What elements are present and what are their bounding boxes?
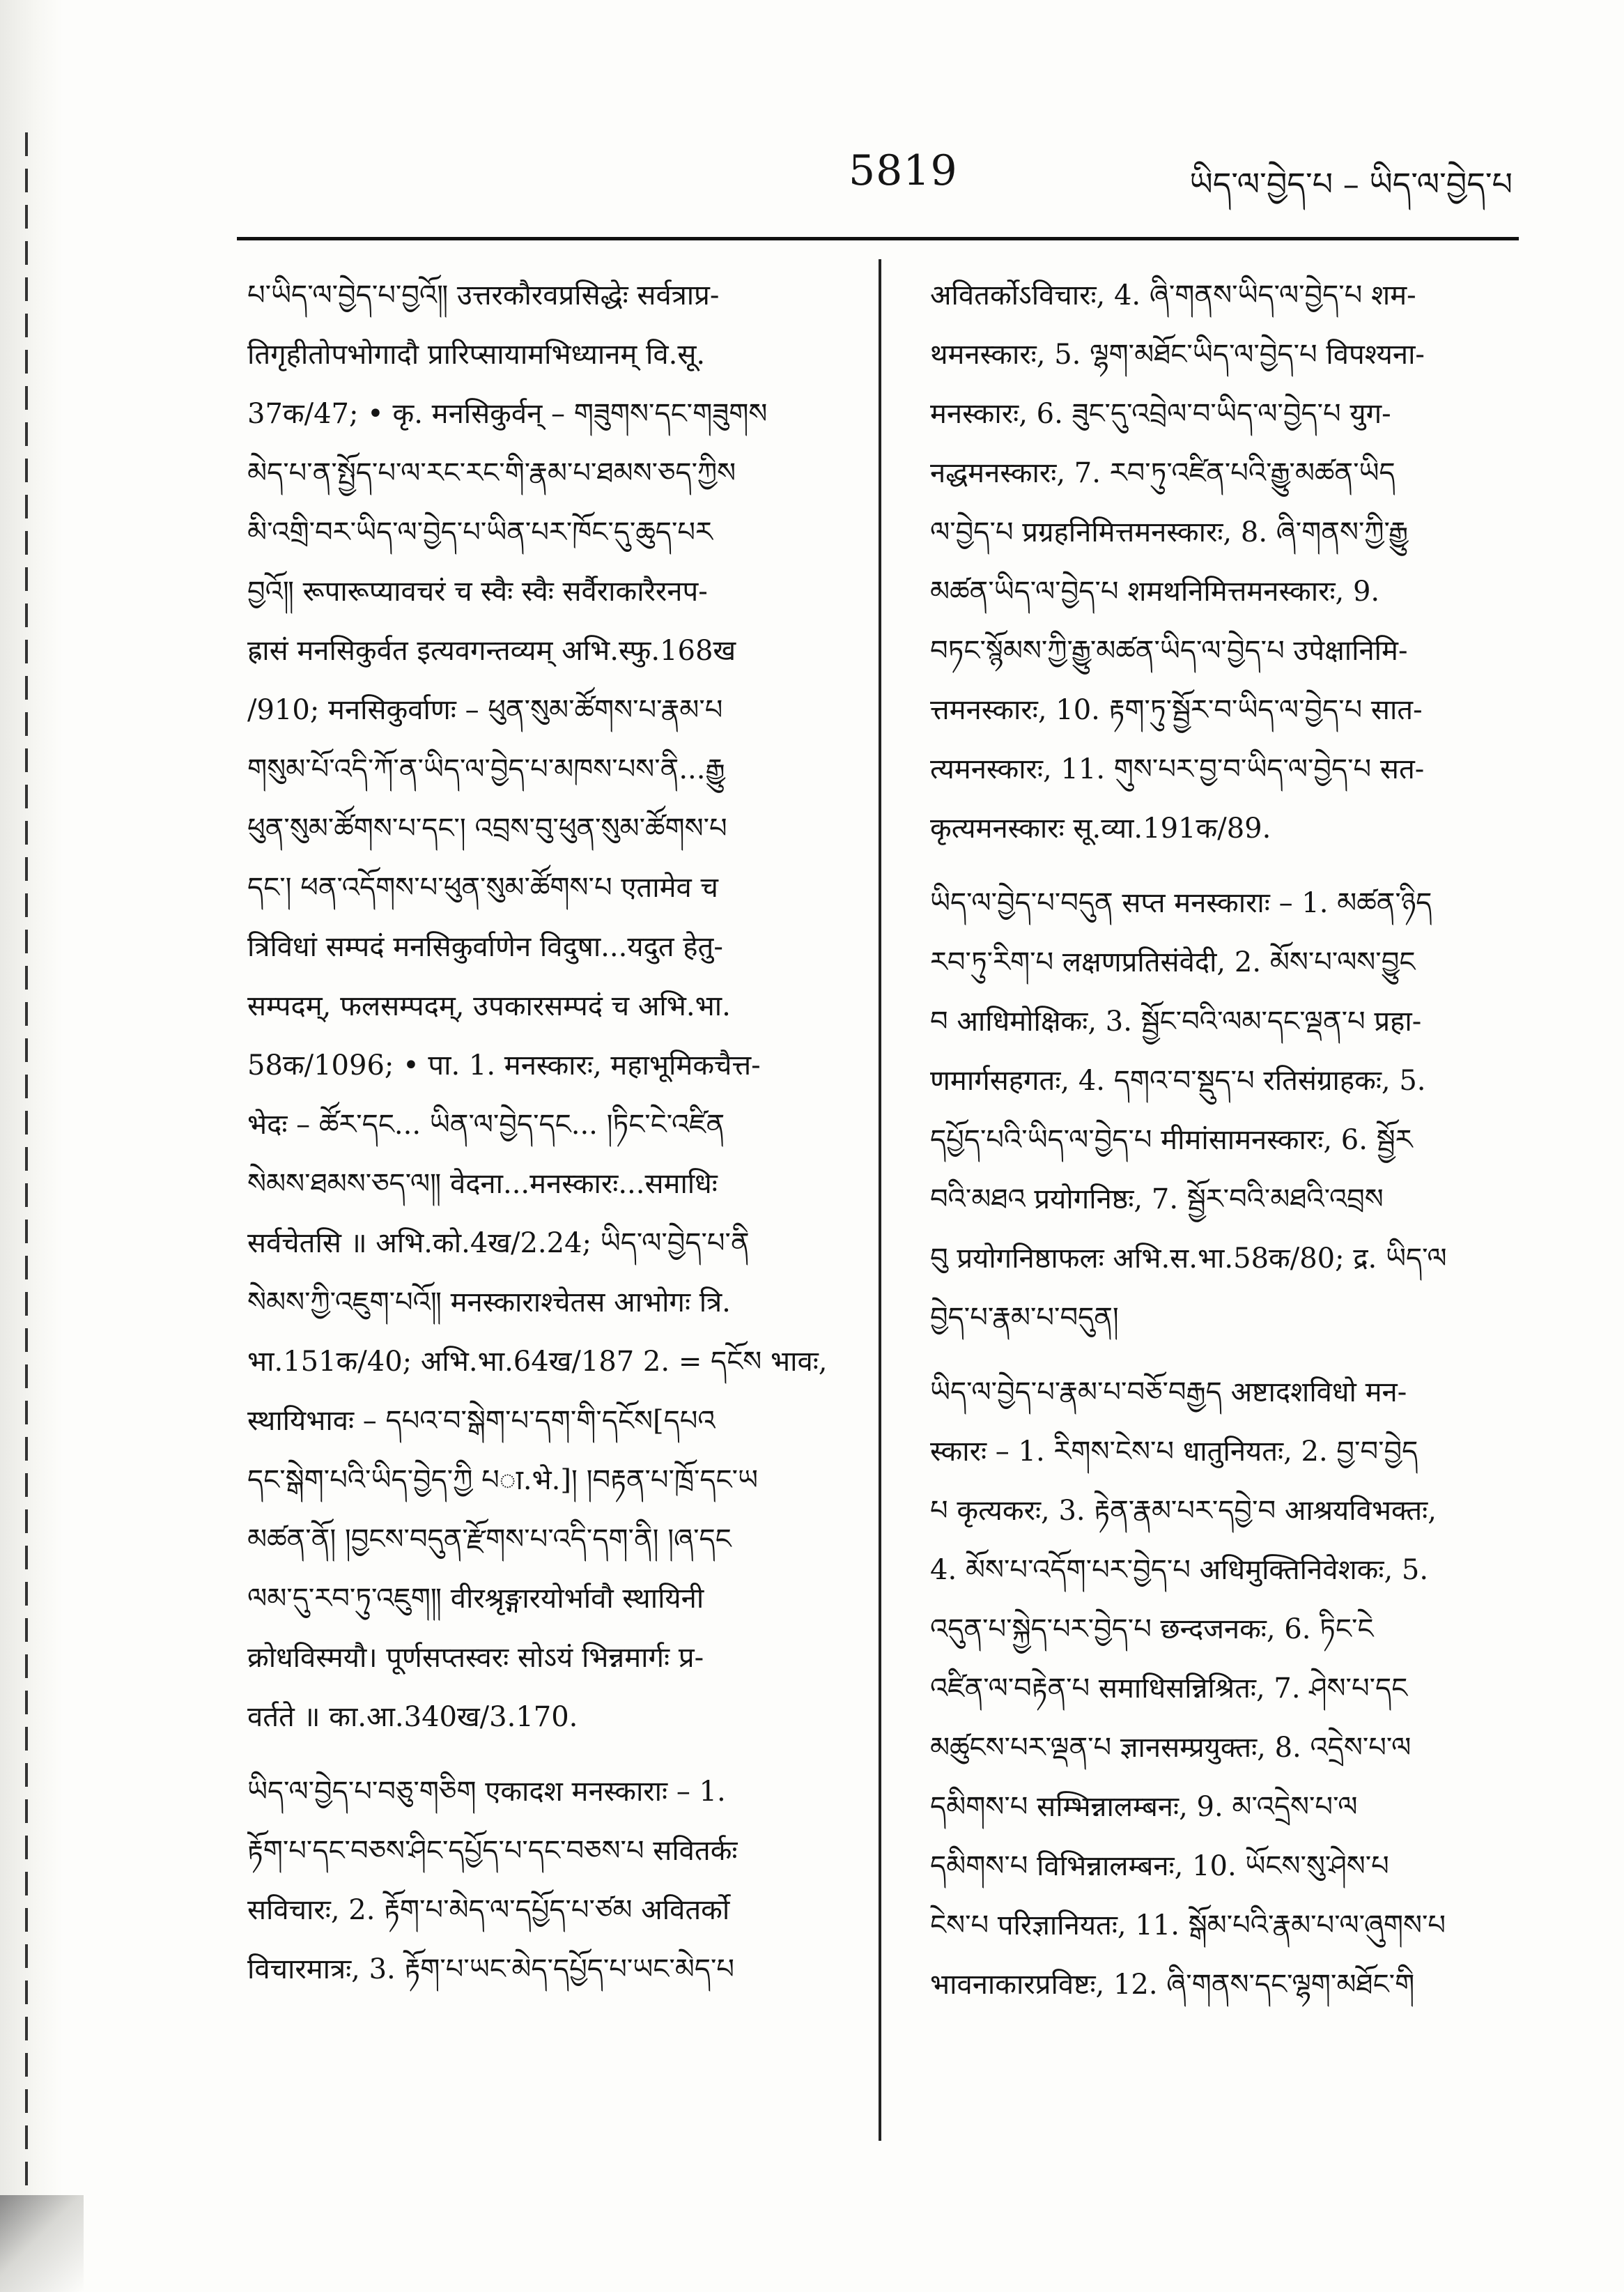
text-line: བཏང་སྙོམས་ཀྱི་རྒྱུ་མཚན་ཡིད་ལ་བྱེད་པ उपेक्षानिमि- <box>930 635 1408 667</box>
paragraph-gap <box>247 1747 860 1762</box>
text-line: /910; मनसिकुर्वाणः – ཕུན་སུམ་ཚོགས་པ་རྣམ་པ <box>247 694 723 726</box>
text-line: དཔྱོད་པའི་ཡིད་ལ་བྱེད་པ मीमांसामनस्कारः, 6. སྦྱོར <box>930 1124 1413 1156</box>
text-line: सम्पदम्, फलसम्पदम्, उपकारसम्पदं च अभि.भा. <box>247 990 731 1022</box>
text-line: བྱའོ༎ रूपारूप्यावचरं च स्वैः स्वैः सर्वैराकारैरनप- <box>247 576 708 608</box>
text-line: मनस्कारः, 6. ཟུང་དུ་འབྲེལ་བ་ཡིད་ལ་བྱེད་པ युग- <box>930 398 1391 430</box>
text-line: བ आधिमोक्षिकः, 3. སྦྱོང་བའི་ལམ་དང་ལྡན་པ प्रहा- <box>930 1006 1422 1038</box>
text-line: वर्तते ॥ का.आ.340ख/3.170. <box>247 1701 578 1733</box>
text-line: མི་འགྲི་བར་ཡིད་ལ་བྱེད་པ་ཡིན་པར་ཁོང་དུ་ཆུད་པར <box>247 516 713 548</box>
running-head: ཡིད་ལ་བྱེད་པ – ཡིད་ལ་བྱེད་པ <box>1189 165 1513 203</box>
text-line: सर्वचेतसि ॥ अभि.को.4ख/2.24; ཡིད་ལ་བྱེད་པ་ནི <box>247 1227 750 1259</box>
text-line: མེད་པ་ན་སྤྱོད་པ་ལ་རང་རང་གི་རྣམ་པ་ཐམས་ཅད་ཀྱིས <box>247 457 736 489</box>
text-line: བའི་མཐའ प्रयोगनिष्ठः, 7. སྦྱོར་བའི་མཐའི་འབྲས <box>930 1183 1384 1215</box>
text-line: པ कृत्यकरः, 3. རྟེན་རྣམ་པར་དབྱེ་བ आश्रयविभक्तः, <box>930 1495 1437 1527</box>
text-line: འཛིན་ལ་བརྟེན་པ समाधिसन्निश्रितः, 7. ཤེས་པ་དང <box>930 1672 1408 1705</box>
text-line: तिगृहीतोपभोगादौ प्रारिप्सायामभिध्यानम् वि.सू. <box>247 339 706 371</box>
scan-binding-line <box>25 132 28 2195</box>
text-line: དམིགས་པ विभिन्नालम्बनः, 10. ཡོངས་སུ་ཤེས་པ <box>930 1850 1389 1882</box>
text-line: त्यमनस्कारः, 11. གུས་པར་བྱ་བ་ཡིད་ལ་བྱེད་པ सत- <box>930 753 1425 785</box>
paragraph-gap <box>930 859 1508 874</box>
text-line: བྱེད་པ་རྣམ་པ་བདུན། <box>930 1302 1119 1334</box>
text-line: त्तमनस्कारः, 10. རྟག་ཏུ་སྦྱོར་བ་ཡིད་ལ་བྱེད་པ सात- <box>930 694 1423 726</box>
text-line: དང་སྒེག་པའི་ཡིད་བྱེད་ཀྱི པा.भे.]། །བརྟན་པ་ཁྲོ་དང་ཡ <box>247 1464 758 1496</box>
text-line: स्कारः – 1. རིགས་ངེས་པ धातुनियतः, 2. བྱ་བ་བྱེད <box>930 1436 1418 1468</box>
header-rule <box>237 237 1519 240</box>
text-line: क्रोधविस्मयौ। पूर्णसप्तस्वरः सोऽयं भिन्नमार्गः प्र- <box>247 1642 704 1674</box>
text-line: भावनाकारप्रविष्टः, 12. ཞི་གནས་དང་ལྷག་མཐོང་གི <box>930 1969 1415 2001</box>
text-line: नद्धमनस्कारः, 7. རབ་ཏུ་འཛིན་པའི་རྒྱུ་མཚན་ཡིད <box>930 457 1395 489</box>
text-line: ངེས་པ परिज्ञानियतः, 11. སྒོམ་པའི་རྣམ་པ་ལ་ཞུགས་པ <box>930 1909 1446 1941</box>
text-line: थमनस्कारः, 5. ལྷག་མཐོང་ཡིད་ལ་བྱེད་པ विपश्यना- <box>930 339 1425 371</box>
text-line: सविचारः, 2. རྟོག་པ་མེད་ལ་དཔྱོད་པ་ཙམ अवितर्को <box>247 1894 730 1926</box>
text-line: ཡིད་ལ་བྱེད་པ་རྣམ་པ་བཅོ་བརྒྱད अष्टादशविधो मन- <box>930 1376 1407 1408</box>
text-line: བུ प्रयोगनिष्ठाफलः अभि.स.भा.58क/80; द्र. ཡིད་ལ <box>930 1243 1447 1275</box>
text-line: स्थायिभावः – དཔའ་བ་སྒེག་པ་དག་གི་དངོས[དཔའ <box>247 1405 716 1437</box>
scan-edge <box>0 0 63 2292</box>
text-line: 58क/1096; • पा. 1. मनस्कारः, महाभूमिकचैत्त- <box>247 1049 761 1082</box>
text-line: 4. མོས་པ་འདོག་པར་བྱེད་པ अधिमुक्तिनिवेशकः, 5. <box>930 1554 1429 1586</box>
column-divider <box>879 259 881 2141</box>
text-line: त्रिविधां सम्पदं मनसिकुर्वाणेन विदुषा...यदुत हेतु- <box>247 931 723 963</box>
text-line: 37क/47; • कृ. मनसिकुर्वन् – གཟུགས་དང་གཟུགས <box>247 398 768 430</box>
text-line: ལ་བྱེད་པ प्रग्रहनिमित्तमनस्कारः, 8. ཞི་གནས་ཀྱི་རྒྱུ <box>930 516 1409 548</box>
text-line: णमार्गसहगतः, 4. དགའ་བ་སྡུད་པ रतिसंग्राहकः, 5. <box>930 1065 1426 1097</box>
text-line: དང་། ཕན་འདོགས་པ་ཕུན་སུམ་ཚོགས་པ एतामेव च <box>247 872 718 904</box>
text-line: རབ་ཏུ་རིག་པ लक्षणप्रतिसंवेदी, 2. མོས་པ་ལས་བྱུང <box>930 946 1416 978</box>
text-line: མཚན་ནོ། །བྱངས་བདུན་རྫོགས་པ་འདི་དག་ནི། །ཞ་དང <box>247 1523 732 1555</box>
text-line: སེམས་ཐམས་ཅད་ལ༎ वेदना...मनस्कारः...समाधिः <box>247 1168 718 1200</box>
text-line: གསུམ་པོ་འདི་ཀོ་ན་ཡིད་ལ་བྱེད་པ་མཁས་པས་ནི...རྒྱུ <box>247 753 725 785</box>
paragraph-gap <box>930 1348 1508 1363</box>
text-line: སེམས་ཀྱི་འཇུག་པའོ༎ मनस्काराश्चेतस आभोगः त्रि. <box>247 1286 731 1318</box>
text-line: ཡིད་ལ་བྱེད་པ་བདུན सप्त मनस्काराः – 1. མཚན་ཉིད <box>930 887 1432 919</box>
text-line: भेदः – ཚོར་དང... ཡིན་ལ་བྱེད་དང... །ཏིང་ངེ་འཛིན <box>247 1109 725 1141</box>
page-number: 5819 <box>849 146 958 195</box>
text-line: अवितर्कोऽविचारः, 4. ཞི་གནས་ཡིད་ལ་བྱེད་པ शम- <box>930 279 1416 312</box>
left-column <box>247 266 860 1999</box>
text-line: भा.151क/40; अभि.भा.64ख/187 2. = དངོས भावः, <box>247 1346 828 1378</box>
text-line: རྟོག་པ་དང་བཅས་ཤིང་དཔྱོད་པ་དང་བཅས་པ सवितर्कः <box>247 1835 738 1867</box>
text-line: དམིགས་པ सम्भिन्नालम्बनः, 9. མ་འདྲེས་པ་ལ <box>930 1791 1358 1823</box>
text-line: པ་ཡིད་ལ་བྱེད་པ་བྱའོ༎ उत्तरकौरवप्रसिद्धेः सर्वत्राप्र- <box>247 279 720 312</box>
text-line: ह्रासं मनसिकुर्वत इत्यवगन्तव्यम् अभि.स्फु.168ख <box>247 635 736 667</box>
text-line: ལམ་དུ་རབ་ཏུ་འཇུག༎ वीरश्रृङ्गारयोर्भावौ स्थायिनी <box>247 1583 704 1615</box>
text-line: འདུན་པ་སྐྱེད་པར་བྱེད་པ छन्दजनकः, 6. ཏིང་ངེ <box>930 1613 1374 1645</box>
right-column <box>930 266 1508 2015</box>
text-line: विचारमात्रः, 3. རྟོག་པ་ཡང་མེད་དཔྱོད་པ་ཡང་མེད་པ <box>247 1953 735 1985</box>
text-line: མཚུངས་པར་ལྡན་པ ज्ञानसम्प्रयुक्तः, 8. འདྲེས་པ་ལ <box>930 1732 1412 1764</box>
text-line: མཚན་ཡིད་ལ་བྱེད་པ शमथनिमित्तमनस्कारः, 9. <box>930 576 1380 608</box>
text-line: कृत्यमनस्कारः सू.व्या.191क/89. <box>930 813 1271 845</box>
text-line: ཕུན་སུམ་ཚོགས་པ་དང་། འབྲས་བུ་ཕུན་སུམ་ཚོགས་པ <box>247 813 727 845</box>
text-line: ཡིད་ལ་བྱེད་པ་བཅུ་གཅིག एकादश मनस्काराः – 1. <box>247 1776 726 1808</box>
scan-shadow <box>0 2195 84 2292</box>
